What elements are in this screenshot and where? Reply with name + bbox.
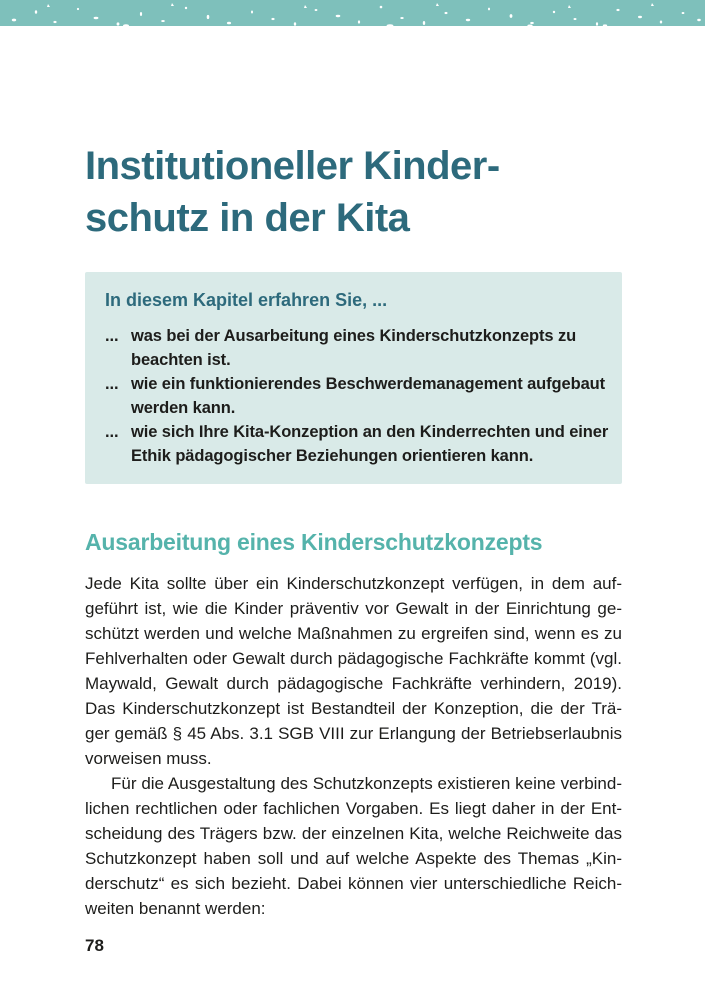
body-line: schützt werden und welche Maßnahmen zu ergreifen sind, wenn es zu: [85, 624, 622, 643]
body-line: Jede Kita sollte über ein Kinderschutzkonzept verfügen, in dem auf-: [85, 574, 622, 593]
chapter-title-line-2: schutz in der Kita: [85, 196, 410, 240]
ellipsis-prefix: ...: [105, 423, 119, 441]
info-box-item-text: [131, 420, 610, 468]
body-text: [85, 571, 622, 921]
info-box-item-line: werden kann.: [131, 399, 236, 417]
header-band: [0, 0, 705, 26]
body-paragraph-1: [85, 571, 622, 771]
section-heading: Ausarbeitung eines Kinderschutzkonzepts: [85, 529, 543, 555]
body-line: vorweisen muss.: [85, 749, 212, 768]
info-box-item-line: wie ein funktionierendes Beschwerdemanagement aufgebaut: [131, 375, 606, 393]
info-box-item-3: [105, 420, 610, 468]
info-box-item-line: Ethik pädagogischer Beziehungen orientieren kann.: [131, 447, 534, 465]
chapter-title-line-1: Institutioneller Kinder-: [85, 144, 500, 188]
info-box-item-line: was bei der Ausarbeitung eines Kinderschutzkonzepts zu: [131, 327, 577, 345]
info-box-item-line: wie sich Ihre Kita-Konzeption an den Kinderrechten und einer: [131, 423, 609, 441]
body-line: derschutz“ es sich bezieht. Dabei können vier unterschiedliche Reich-: [85, 874, 622, 893]
info-box-header: In diesem Kapitel erfahren Sie, ...: [105, 290, 388, 310]
body-line: Schutzkonzept haben soll und auf welche Aspekte des Themas „Kin-: [85, 849, 622, 868]
body-line: weiten benannt werden:: [85, 899, 266, 918]
body-line: Das Kinderschutzkonzept ist Bestandteil der Konzeption, die der Trä-: [85, 699, 622, 718]
body-paragraph-2: [85, 771, 622, 921]
info-box-item-text: [131, 372, 610, 420]
chapter-info-box: [85, 272, 622, 484]
torn-paper-texture-icon: [0, 0, 705, 26]
page-content: [0, 140, 705, 921]
info-box-item-line: beachten ist.: [131, 351, 231, 369]
info-box-item-1: [105, 324, 610, 372]
body-line: geführt ist, wie die Kinder präventiv vor Gewalt in der Einrichtung ge-: [85, 599, 622, 618]
ellipsis-prefix: ...: [105, 327, 119, 345]
body-line: Fehlverhalten oder Gewalt durch pädagogische Fachkräfte kommt (vgl.: [85, 649, 622, 668]
body-line: Für die Ausgestaltung des Schutzkonzepts existieren keine verbind-: [111, 774, 622, 793]
chapter-title: [85, 140, 622, 244]
body-line: Maywald, Gewalt durch pädagogische Fachkräfte verhindern, 2019).: [85, 674, 622, 693]
info-box-item-text: [131, 324, 610, 372]
body-line: lichen rechtlichen oder fachlichen Vorgaben. Es liegt daher in der Ent-: [85, 799, 622, 818]
body-line: scheidung des Trägers bzw. der einzelnen Kita, welche Reichweite das: [85, 824, 622, 843]
ellipsis-prefix: ...: [105, 375, 119, 393]
body-line: ger gemäß § 45 Abs. 3.1 SGB VIII zur Erlangung der Betriebserlaubnis: [85, 724, 622, 743]
page-number: 78: [85, 936, 104, 955]
info-box-item-2: [105, 372, 610, 420]
